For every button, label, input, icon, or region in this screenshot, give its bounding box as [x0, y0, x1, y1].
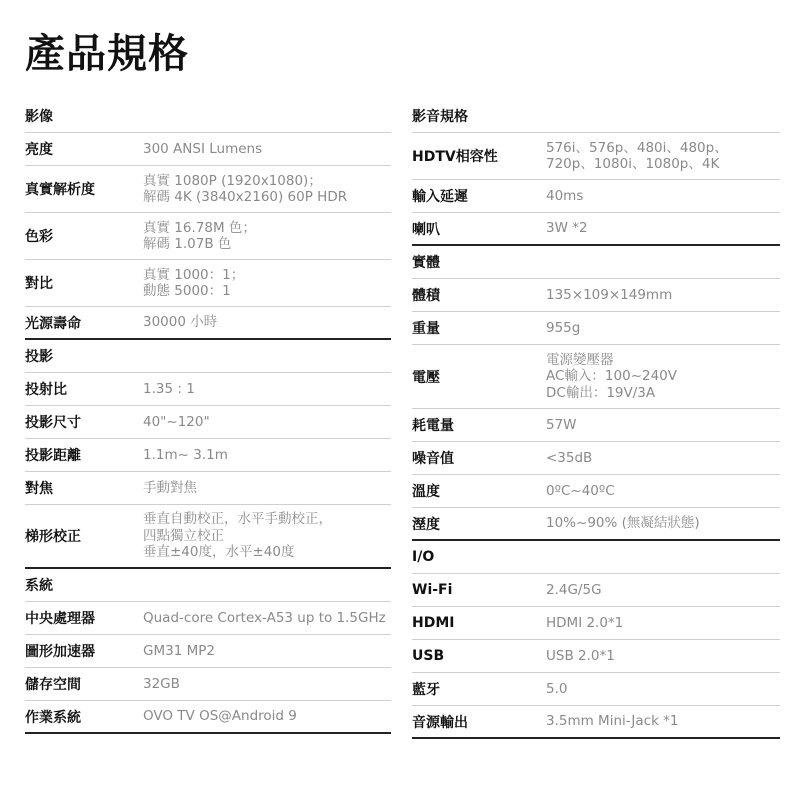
- spec-value-line: 1.1m~ 3.1m: [143, 446, 228, 463]
- spec-row: [25, 472, 391, 505]
- section-heading: 實體: [412, 246, 780, 279]
- spec-label: 音源輸出: [412, 714, 468, 731]
- spec-row: [412, 706, 780, 739]
- spec-value-line: 5.0: [546, 680, 568, 697]
- spec-label: 重量: [412, 321, 440, 337]
- spec-label: 耗電量: [412, 418, 454, 434]
- spec-label: 儲存空間: [25, 677, 81, 693]
- spec-row: [412, 442, 780, 475]
- spec-row: [25, 505, 391, 569]
- spec-row: [25, 373, 391, 406]
- spec-label: 輸入延遲: [412, 189, 468, 205]
- spec-label: 對焦: [25, 481, 53, 497]
- spec-row: [412, 607, 780, 640]
- spec-label: 色彩: [25, 229, 53, 245]
- spec-label: 圖形加速器: [25, 644, 95, 660]
- section-heading: 影音規格: [412, 100, 780, 133]
- spec-value-line: 電源變壓器: [546, 351, 614, 368]
- spec-value: [143, 141, 262, 158]
- spec-value-line: 32GB: [143, 675, 180, 692]
- spec-value: [546, 320, 580, 337]
- spec-label: 電壓: [412, 369, 440, 386]
- spec-label: HDMI: [412, 615, 455, 631]
- spec-value: [546, 287, 672, 304]
- spec-label: 中央處理器: [25, 611, 95, 627]
- spec-row: [25, 602, 391, 635]
- spec-row: [25, 260, 391, 307]
- spec-row: [25, 133, 391, 166]
- spec-value: [143, 708, 297, 725]
- spec-row: [412, 213, 780, 246]
- spec-value: [143, 267, 244, 300]
- spec-value-line: 2.4G/5G: [546, 581, 602, 598]
- spec-label: 噪音值: [412, 451, 454, 467]
- spec-value-line: 真實 16.78M 色；: [143, 219, 256, 236]
- spec-value-line: 1.35 : 1: [143, 380, 195, 397]
- spec-label: HDTV相容性: [412, 149, 498, 165]
- spec-value: [546, 220, 588, 237]
- spec-value-line: DC輸出：19V/3A: [546, 384, 656, 401]
- spec-value-line: 真實 1000：1；: [143, 266, 245, 283]
- spec-value: [143, 511, 332, 561]
- spec-label: 投影尺寸: [25, 415, 81, 431]
- spec-label: 對比: [25, 276, 53, 292]
- spec-value-line: <35dB: [546, 449, 593, 466]
- spec-row: [412, 574, 780, 607]
- spec-value: [143, 414, 210, 431]
- spec-value-line: 3.5mm Mini-Jack *1: [546, 713, 679, 730]
- spec-row: [412, 133, 780, 180]
- spec-value-line: 0ºC~40ºC: [546, 482, 615, 499]
- spec-label: USB: [412, 648, 445, 664]
- spec-value-line: 300 ANSI Lumens: [143, 140, 263, 157]
- spec-label: 溼度: [412, 516, 440, 533]
- spec-value: [546, 188, 583, 205]
- spec-row: [25, 307, 391, 340]
- spec-value: [143, 173, 347, 206]
- spec-value-line: 解碼 1.07B 色: [143, 236, 232, 252]
- spec-value-line: 垂直自動校正，水平手動校正，: [143, 511, 332, 528]
- spec-value-line: 40ms: [546, 187, 584, 204]
- spec-value-line: GM31 MP2: [143, 642, 215, 659]
- spec-row: [25, 439, 391, 472]
- spec-row: [25, 635, 391, 668]
- spec-label: 作業系統: [25, 709, 81, 726]
- spec-value-line: 垂直±40度，水平±40度: [143, 544, 295, 561]
- spec-label: 梯形校正: [25, 529, 81, 545]
- spec-row: [25, 668, 391, 701]
- spec-value: [143, 220, 256, 253]
- spec-value: [143, 643, 215, 660]
- spec-row: [412, 673, 780, 706]
- spec-value: [546, 417, 577, 434]
- spec-label: 喇叭: [412, 221, 440, 238]
- spec-value-line: 720p、1080i、1080p、4K: [546, 156, 720, 172]
- spec-value-line: 955g: [546, 319, 581, 336]
- spec-value-line: Quad-core Cortex-A53 up to 1.5GHz: [143, 609, 386, 626]
- spec-row: [412, 180, 780, 213]
- spec-value-line: 四點獨立校正: [143, 527, 224, 544]
- section-heading: I/O: [412, 541, 780, 574]
- spec-row: [412, 409, 780, 442]
- spec-value: [546, 713, 679, 730]
- spec-row: [412, 475, 780, 508]
- section-heading: 系統: [25, 569, 391, 602]
- spec-label: 投射比: [25, 382, 67, 398]
- spec-label: 溫度: [412, 484, 440, 500]
- spec-column-left: [25, 100, 391, 734]
- spec-row: [25, 166, 391, 213]
- spec-label: 體積: [412, 288, 440, 304]
- spec-value: [143, 314, 217, 331]
- spec-row: [25, 213, 391, 260]
- spec-row: [25, 701, 391, 734]
- spec-value: [546, 483, 615, 500]
- spec-value-line: 40"~120": [143, 413, 210, 430]
- spec-value: [143, 610, 386, 627]
- spec-value-line: OVO TV OS@Android 9: [143, 708, 297, 725]
- spec-value-line: 動態 5000：1: [143, 283, 231, 299]
- spec-value-line: 57W: [546, 416, 577, 433]
- spec-value-line: USB 2.0*1: [546, 647, 615, 664]
- spec-value: [546, 615, 623, 632]
- spec-row: [412, 312, 780, 345]
- spec-value: [546, 140, 728, 173]
- spec-row: [412, 345, 780, 409]
- spec-value: [546, 352, 677, 402]
- spec-value: [546, 515, 700, 532]
- spec-value-line: 10%~90% (無凝結狀態): [546, 515, 700, 532]
- spec-row: [412, 279, 780, 312]
- page-title: 產品規格: [25, 31, 189, 77]
- spec-value-line: 135×109×149mm: [546, 286, 673, 303]
- spec-value-line: 手動對焦: [143, 479, 197, 496]
- spec-value-line: 解碼 4K (3840x2160) 60P HDR: [143, 189, 348, 205]
- spec-value-line: HDMI 2.0*1: [546, 614, 624, 631]
- spec-label: 真實解析度: [25, 182, 95, 198]
- spec-value-line: AC輸入：100~240V: [546, 368, 678, 385]
- spec-row: [412, 508, 780, 541]
- spec-value-line: 576i、576p、480i、480p、: [546, 139, 728, 156]
- spec-value: [546, 681, 567, 698]
- spec-value-line: 30000 小時: [143, 314, 218, 331]
- spec-column-right: [412, 100, 780, 739]
- section-heading: 投影: [25, 340, 391, 373]
- spec-value: [143, 480, 197, 497]
- spec-label: 光源壽命: [25, 315, 81, 332]
- spec-value: [546, 582, 602, 599]
- section-heading: 影像: [25, 100, 391, 133]
- spec-value: [143, 447, 228, 464]
- spec-value-line: 真實 1080P (1920x1080)；: [143, 172, 322, 189]
- spec-label: 藍牙: [412, 682, 440, 698]
- spec-value: [143, 676, 180, 693]
- spec-label: Wi-Fi: [412, 582, 453, 598]
- spec-value: [143, 381, 195, 398]
- spec-value: [546, 450, 592, 467]
- spec-value-line: 3W *2: [546, 220, 588, 237]
- spec-label: 投影距離: [25, 448, 81, 464]
- spec-value: [546, 648, 615, 665]
- spec-label: 亮度: [25, 142, 53, 158]
- spec-row: [25, 406, 391, 439]
- spec-row: [412, 640, 780, 673]
